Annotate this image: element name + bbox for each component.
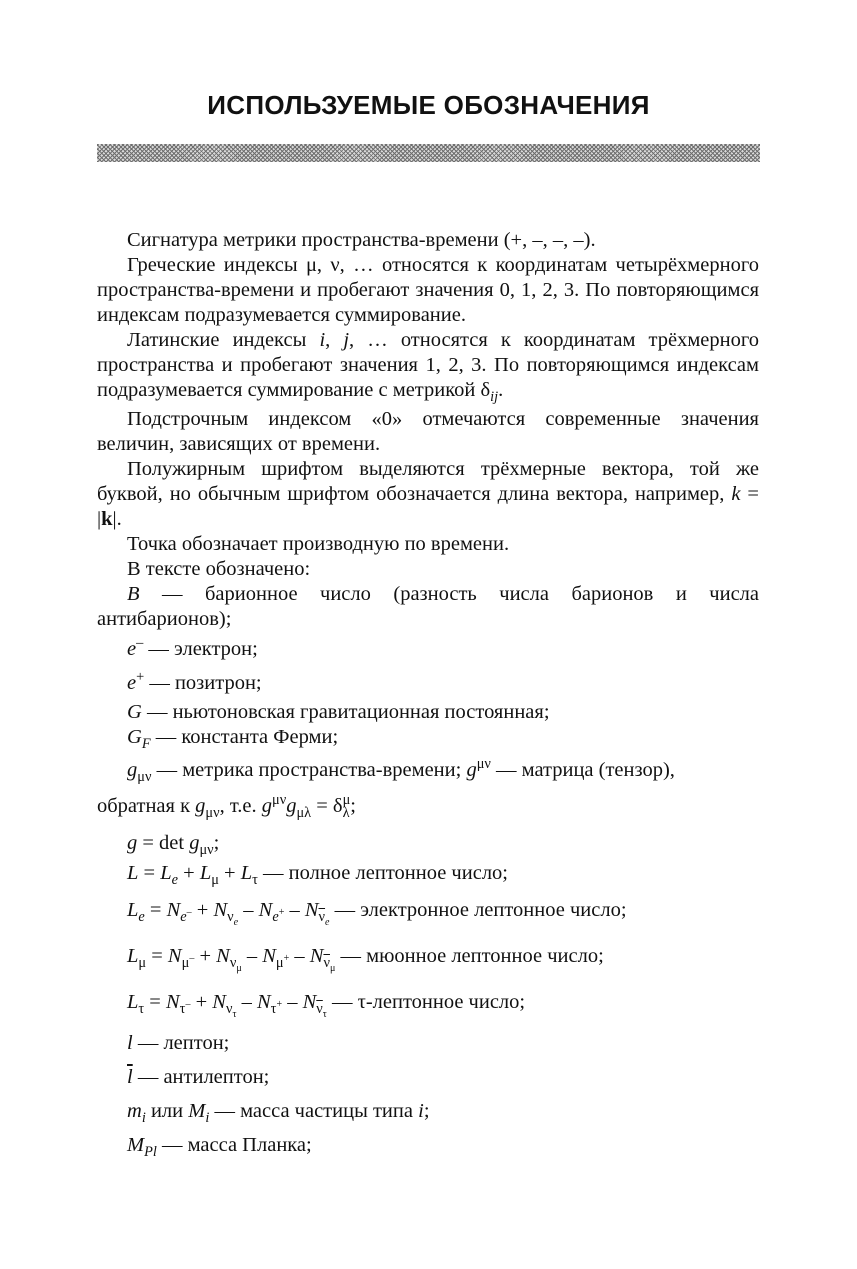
item-electron: e– — электрон; [127,635,258,660]
paragraph-dot: Точка обозначает производную по времени. [127,533,510,555]
paragraph-latin-indices: Латинские индексы i, j, … относятся к координатам трёхмерного пространства и пробегают значения 1, 2, 3. По повторяющимся индексам подразумевается суммирование с метрикой $\delta_{ij}$. [97,329,760,406]
paragraph-signature: Сигнатура метрики пространства-времени (+, –, –, –). [127,229,596,251]
item-metric-determinant: $g = \det g_{\mu\nu}$; [127,832,220,859]
title-rule [97,144,760,162]
item-particle-mass: $m_i$ или $M_i$ — масса частицы типа i; [127,1100,430,1127]
item-electron-lepton-number: $L_e = N_{e^-} + N_{\nu_e} - N_{e^+} - N_{\overline{\nu}_e}$ — электронное лептонное число; [127,899,627,928]
item-metric-continued: обратная к $g_{\mu\nu}$, т.е. $g^{\mu\nu}g_{\mu\lambda} = \delta$ μ λ ; [97,792,356,822]
item-metric: $g_{\mu\nu}$ — метрика пространства-времени; $g^{\mu\nu}$ — матрица (тензор), [127,756,675,786]
item-fermi-constant: $G_F$ — константа Ферми; [127,726,339,753]
page-title: ИСПОЛЬЗУЕМЫЕ ОБОЗНАЧЕНИЯ [207,90,650,120]
item-lepton: l — лептон; [127,1032,230,1054]
item-muon-lepton-number: $L_\mu = N_{\mu^-} + N_{\nu_\mu} - N_{\mu^+} - N_{\overline{\nu}_\mu}$ — мюонное лептонное число; [127,945,604,974]
item-gravitational-constant: G — ньютоновская гравитационная постоянная; [127,701,550,723]
item-positron: e+ — позитрон; [127,669,262,694]
item-total-lepton-number: $L = L_e + L_\mu + L_\tau$ — полное лептонное число; [127,862,508,889]
item-planck-mass: $M_{Pl}$ — масса Планка; [127,1134,312,1161]
paragraph-in-text: В тексте обозначено: [127,558,311,580]
item-baryon-number: B — барионное число (разность числа барионов и числа антибарионов); [97,583,759,630]
notation-content [97,228,759,1162]
paragraph-subscript-zero: Подстрочным индексом «0» отмечаются современные значения величин, зависящих от времени. [97,408,759,455]
item-tau-lepton-number: $L_\tau = N_{\tau^-} + N_{\nu_\tau} - N_{\tau^+} - N_{\overline{\nu}_\tau}$ — τ-лептонное число; [127,991,526,1020]
item-antilepton: $\overline{l}$ — антилептон; [127,1066,270,1088]
paragraph-greek-indices: Греческие индексы μ, ν, … относятся к координатам четырёхмерного пространства-времени и пробегают значения 0, 1, 2, 3. По повторяющимся индексам подразумевается суммирование. [97,254,759,326]
paragraph-bold-vectors: Полужирным шрифтом выделяются трёхмерные вектора, той же буквой, но обычным шрифтом обозначается длина вектора, например, k = |k|. [97,458,759,530]
